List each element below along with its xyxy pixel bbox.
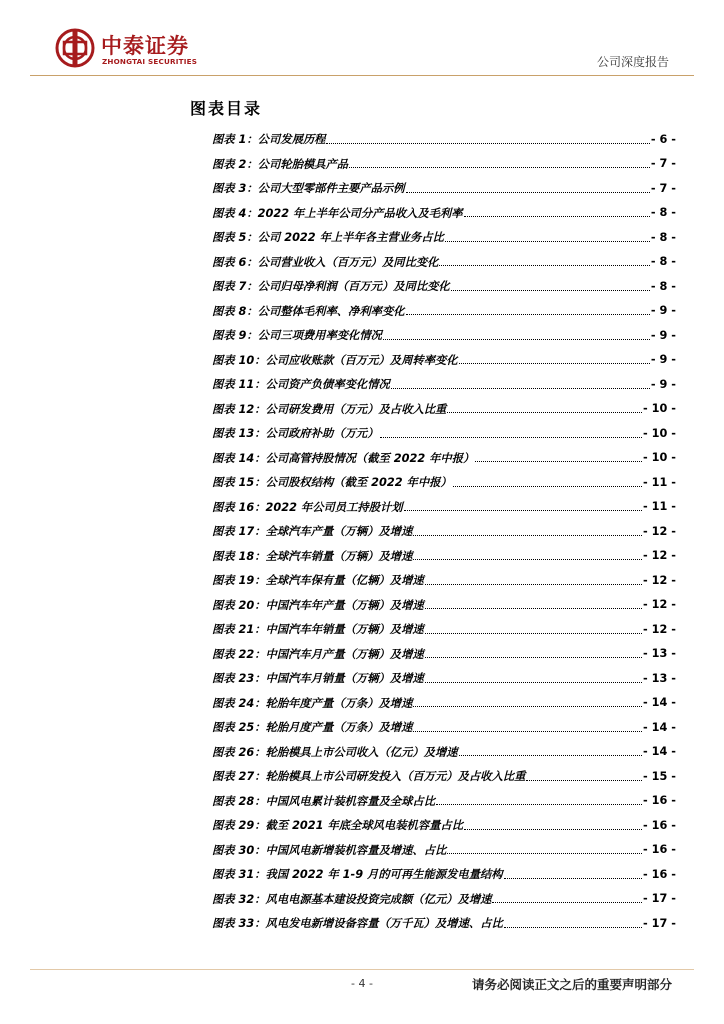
toc-entry[interactable] — [212, 127, 676, 152]
toc-entry-page[interactable]: - 12 - — [643, 598, 676, 612]
toc-dot-leader — [425, 672, 642, 683]
toc-entry[interactable] — [212, 617, 676, 642]
toc-entry-page[interactable]: - 6 - — [650, 132, 676, 146]
toc-dot-leader — [447, 402, 642, 413]
toc-entry[interactable] — [212, 789, 676, 814]
toc-entry-page[interactable]: - 11 - — [643, 500, 676, 514]
toc-entry[interactable] — [212, 274, 676, 299]
toc-dot-leader — [459, 745, 642, 756]
toc-entry-label[interactable]: 图表 29：截至 2021 年底全球风电装机容量占比 — [212, 819, 464, 833]
toc-entry-page[interactable]: - 8 - — [650, 255, 676, 269]
toc-dot-leader — [425, 647, 642, 658]
toc-entry[interactable] — [212, 666, 676, 691]
toc-entry-page[interactable]: - 16 - — [643, 794, 676, 808]
toc-entry-page[interactable]: - 14 - — [643, 745, 676, 759]
toc-dot-leader — [413, 696, 642, 707]
toc-entry-page[interactable]: - 17 - — [643, 892, 676, 906]
toc-entry-label[interactable]: 图表 16：2022 年公司员工持股计划 — [212, 500, 403, 514]
toc-entry-page[interactable]: - 8 - — [650, 230, 676, 244]
zhongtai-logo-icon — [55, 28, 95, 68]
toc-entry-label[interactable]: 图表 14：公司高管持股情况（截至 2022 年中报） — [212, 451, 475, 465]
toc-entry-label[interactable]: 图表 23：中国汽车月销量（万辆）及增速 — [212, 672, 424, 686]
toc-entry-page[interactable]: - 9 - — [650, 328, 676, 342]
toc-entry-label[interactable]: 图表 28：中国风电累计装机容量及全球占比 — [212, 794, 435, 808]
company-logo — [55, 28, 225, 72]
toc-entry-page[interactable]: - 16 - — [643, 867, 676, 881]
toc-entry-page[interactable]: - 8 - — [650, 206, 676, 220]
toc-entry-label[interactable]: 图表 25：轮胎月度产量（万条）及增速 — [212, 721, 413, 735]
toc-dot-leader — [447, 843, 642, 854]
toc-entry[interactable] — [212, 813, 676, 838]
toc-entry-page[interactable]: - 14 - — [643, 720, 676, 734]
toc-dot-leader — [459, 353, 650, 364]
toc-entry[interactable] — [212, 715, 676, 740]
page-number: - 4 - — [351, 977, 373, 990]
toc-entry[interactable] — [212, 495, 676, 520]
toc-entry-label[interactable]: 图表 6：公司营业收入（百万元）及同比变化 — [212, 255, 439, 269]
toc-entry-label[interactable]: 图表 11：公司资产负债率变化情况 — [212, 378, 390, 392]
toc-entry[interactable] — [212, 421, 676, 446]
toc-entry-page[interactable]: - 7 - — [650, 181, 676, 195]
toc-dot-leader — [436, 794, 642, 805]
toc-entry-label[interactable]: 图表 15：公司股权结构（截至 2022 年中报） — [212, 476, 452, 490]
toc-entry[interactable] — [212, 544, 676, 569]
toc-entry-label[interactable]: 图表 32：风电电源基本建设投资完成额（亿元）及增速 — [212, 892, 492, 906]
toc-entry[interactable] — [212, 838, 676, 863]
toc-entry-label[interactable]: 图表 5：公司 2022 年上半年各主营业务占比 — [212, 231, 444, 245]
toc-entry[interactable] — [212, 691, 676, 716]
toc-entry-label[interactable]: 图表 1：公司发展历程 — [212, 133, 326, 147]
toc-dot-leader — [425, 574, 642, 585]
toc-entry-page[interactable]: - 11 - — [643, 475, 676, 489]
toc-entry[interactable] — [212, 323, 676, 348]
toc-entry-label[interactable]: 图表 18：全球汽车销量（万辆）及增速 — [212, 549, 413, 563]
toc-entry[interactable] — [212, 911, 676, 936]
toc-dot-leader — [464, 206, 650, 217]
toc-dot-leader — [326, 133, 649, 144]
toc-entry-label[interactable]: 图表 24：轮胎年度产量（万条）及增速 — [212, 696, 413, 710]
toc-entry-page[interactable]: - 12 - — [643, 622, 676, 636]
toc-entry-page[interactable]: - 9 - — [650, 377, 676, 391]
toc-entry-label[interactable]: 图表 3：公司大型零部件主要产品示例 — [212, 182, 405, 196]
footer-divider — [30, 969, 694, 970]
toc-dot-leader — [404, 500, 642, 511]
toc-dot-leader — [464, 819, 642, 830]
toc-entry[interactable] — [212, 397, 676, 422]
toc-entry-label[interactable]: 图表 7：公司归母净利润（百万元）及同比变化 — [212, 280, 450, 294]
toc-entry[interactable] — [212, 299, 676, 324]
toc-entry[interactable] — [212, 470, 676, 495]
toc-entry-page[interactable]: - 9 - — [650, 304, 676, 318]
toc-entry-page[interactable]: - 12 - — [643, 549, 676, 563]
toc-entry-page[interactable]: - 12 - — [643, 524, 676, 538]
toc-dot-leader — [504, 917, 642, 928]
toc-entry-label[interactable]: 图表 30：中国风电新增装机容量及增速、占比 — [212, 843, 447, 857]
toc-entry[interactable] — [212, 764, 676, 789]
toc-dot-leader — [406, 182, 650, 193]
toc-entry-page[interactable]: - 17 - — [643, 916, 676, 930]
toc-entry[interactable] — [212, 201, 676, 226]
toc-entry-label[interactable]: 图表 10：公司应收账款（百万元）及周转率变化 — [212, 353, 458, 367]
toc-dot-leader — [383, 329, 650, 340]
toc-dot-leader — [439, 255, 649, 266]
toc-entry-label[interactable]: 图表 22：中国汽车月产量（万辆）及增速 — [212, 647, 424, 661]
toc-entry-page[interactable]: - 15 - — [643, 769, 676, 783]
toc-dot-leader — [451, 280, 650, 291]
toc-entry[interactable] — [212, 862, 676, 887]
toc-entry-label[interactable]: 图表 9：公司三项费用率变化情况 — [212, 329, 382, 343]
toc-dot-leader — [445, 231, 650, 242]
toc-entry-label[interactable]: 图表 19：全球汽车保有量（亿辆）及增速 — [212, 574, 424, 588]
toc-dot-leader — [504, 868, 642, 879]
toc-entry-page[interactable]: - 9 - — [650, 353, 676, 367]
toc-dot-leader — [413, 525, 642, 536]
toc-entry-page[interactable]: - 16 - — [643, 818, 676, 832]
toc-dot-leader — [425, 623, 642, 634]
toc-entry-label[interactable]: 图表 31：我国 2022 年 1-9 月的可再生能源发电量结构 — [212, 868, 503, 882]
toc-title: 图表目录 — [190, 99, 263, 118]
toc-entry-label[interactable]: 图表 12：公司研发费用（万元）及占收入比重 — [212, 402, 447, 416]
logo-english-name: ZHONGTAI SECURITIES — [102, 57, 198, 66]
toc-entry-page[interactable]: - 13 - — [643, 647, 676, 661]
toc-entry[interactable] — [212, 225, 676, 250]
toc-entry-label[interactable]: 图表 17：全球汽车产量（万辆）及增速 — [212, 525, 413, 539]
toc-entry-page[interactable]: - 13 - — [643, 671, 676, 685]
report-type-label: 公司深度报告 — [596, 55, 669, 69]
toc-entry-label[interactable]: 图表 8：公司整体毛利率、净利率变化 — [212, 304, 405, 318]
header-divider — [30, 75, 694, 76]
toc-entry-page[interactable]: - 7 - — [650, 157, 676, 171]
toc-dot-leader — [380, 427, 643, 438]
toc-entry-page[interactable]: - 14 - — [643, 696, 676, 710]
toc-dot-leader — [453, 476, 642, 487]
logo-chinese-name: 中泰证券 — [101, 34, 189, 58]
toc-dot-leader — [349, 157, 650, 168]
toc-entry-page[interactable]: - 10 - — [643, 402, 676, 416]
toc-entry-label[interactable]: 图表 4：2022 年上半年公司分产品收入及毛利率 — [212, 206, 463, 220]
toc-entry-page[interactable]: - 8 - — [650, 279, 676, 293]
toc-dot-leader — [406, 304, 650, 315]
toc-entry-label[interactable]: 图表 33：风电发电新增设备容量（万千瓦）及增速、占比 — [212, 917, 503, 931]
toc-entry-page[interactable]: - 12 - — [643, 573, 676, 587]
toc-entry[interactable] — [212, 446, 676, 471]
toc-dot-leader — [413, 721, 642, 732]
toc-dot-leader — [413, 549, 642, 560]
toc-entry[interactable] — [212, 740, 676, 765]
toc-entry-label[interactable]: 图表 20：中国汽车年产量（万辆）及增速 — [212, 598, 424, 612]
toc-entry[interactable] — [212, 593, 676, 618]
toc-entry-label[interactable]: 图表 13：公司政府补助（万元） — [212, 427, 379, 441]
toc-entry[interactable] — [212, 152, 676, 177]
toc-list — [212, 127, 676, 936]
toc-dot-leader — [425, 598, 642, 609]
toc-entry-page[interactable]: - 16 - — [643, 843, 676, 857]
toc-entry[interactable] — [212, 372, 676, 397]
toc-entry-label[interactable]: 图表 21：中国汽车年销量（万辆）及增速 — [212, 623, 424, 637]
toc-entry-label[interactable]: 图表 26：轮胎模具上市公司收入（亿元）及增速 — [212, 745, 458, 759]
disclaimer-text: 请务必阅读正文之后的重要声明部分 — [471, 977, 672, 992]
toc-entry-page[interactable]: - 10 - — [643, 426, 676, 440]
toc-entry[interactable] — [212, 348, 676, 373]
toc-entry-label[interactable]: 图表 27：轮胎模具上市公司研发投入（百万元）及占收入比重 — [212, 770, 526, 784]
toc-dot-leader — [526, 770, 642, 781]
toc-entry[interactable] — [212, 519, 676, 544]
toc-entry[interactable] — [212, 642, 676, 667]
toc-dot-leader — [492, 892, 642, 903]
toc-entry[interactable] — [212, 568, 676, 593]
toc-entry[interactable] — [212, 176, 676, 201]
toc-dot-leader — [475, 451, 642, 462]
toc-entry-label[interactable]: 图表 2：公司轮胎模具产品 — [212, 157, 349, 171]
toc-entry-page[interactable]: - 10 - — [643, 451, 676, 465]
toc-dot-leader — [391, 378, 650, 389]
toc-entry[interactable] — [212, 250, 676, 275]
toc-entry[interactable] — [212, 887, 676, 912]
